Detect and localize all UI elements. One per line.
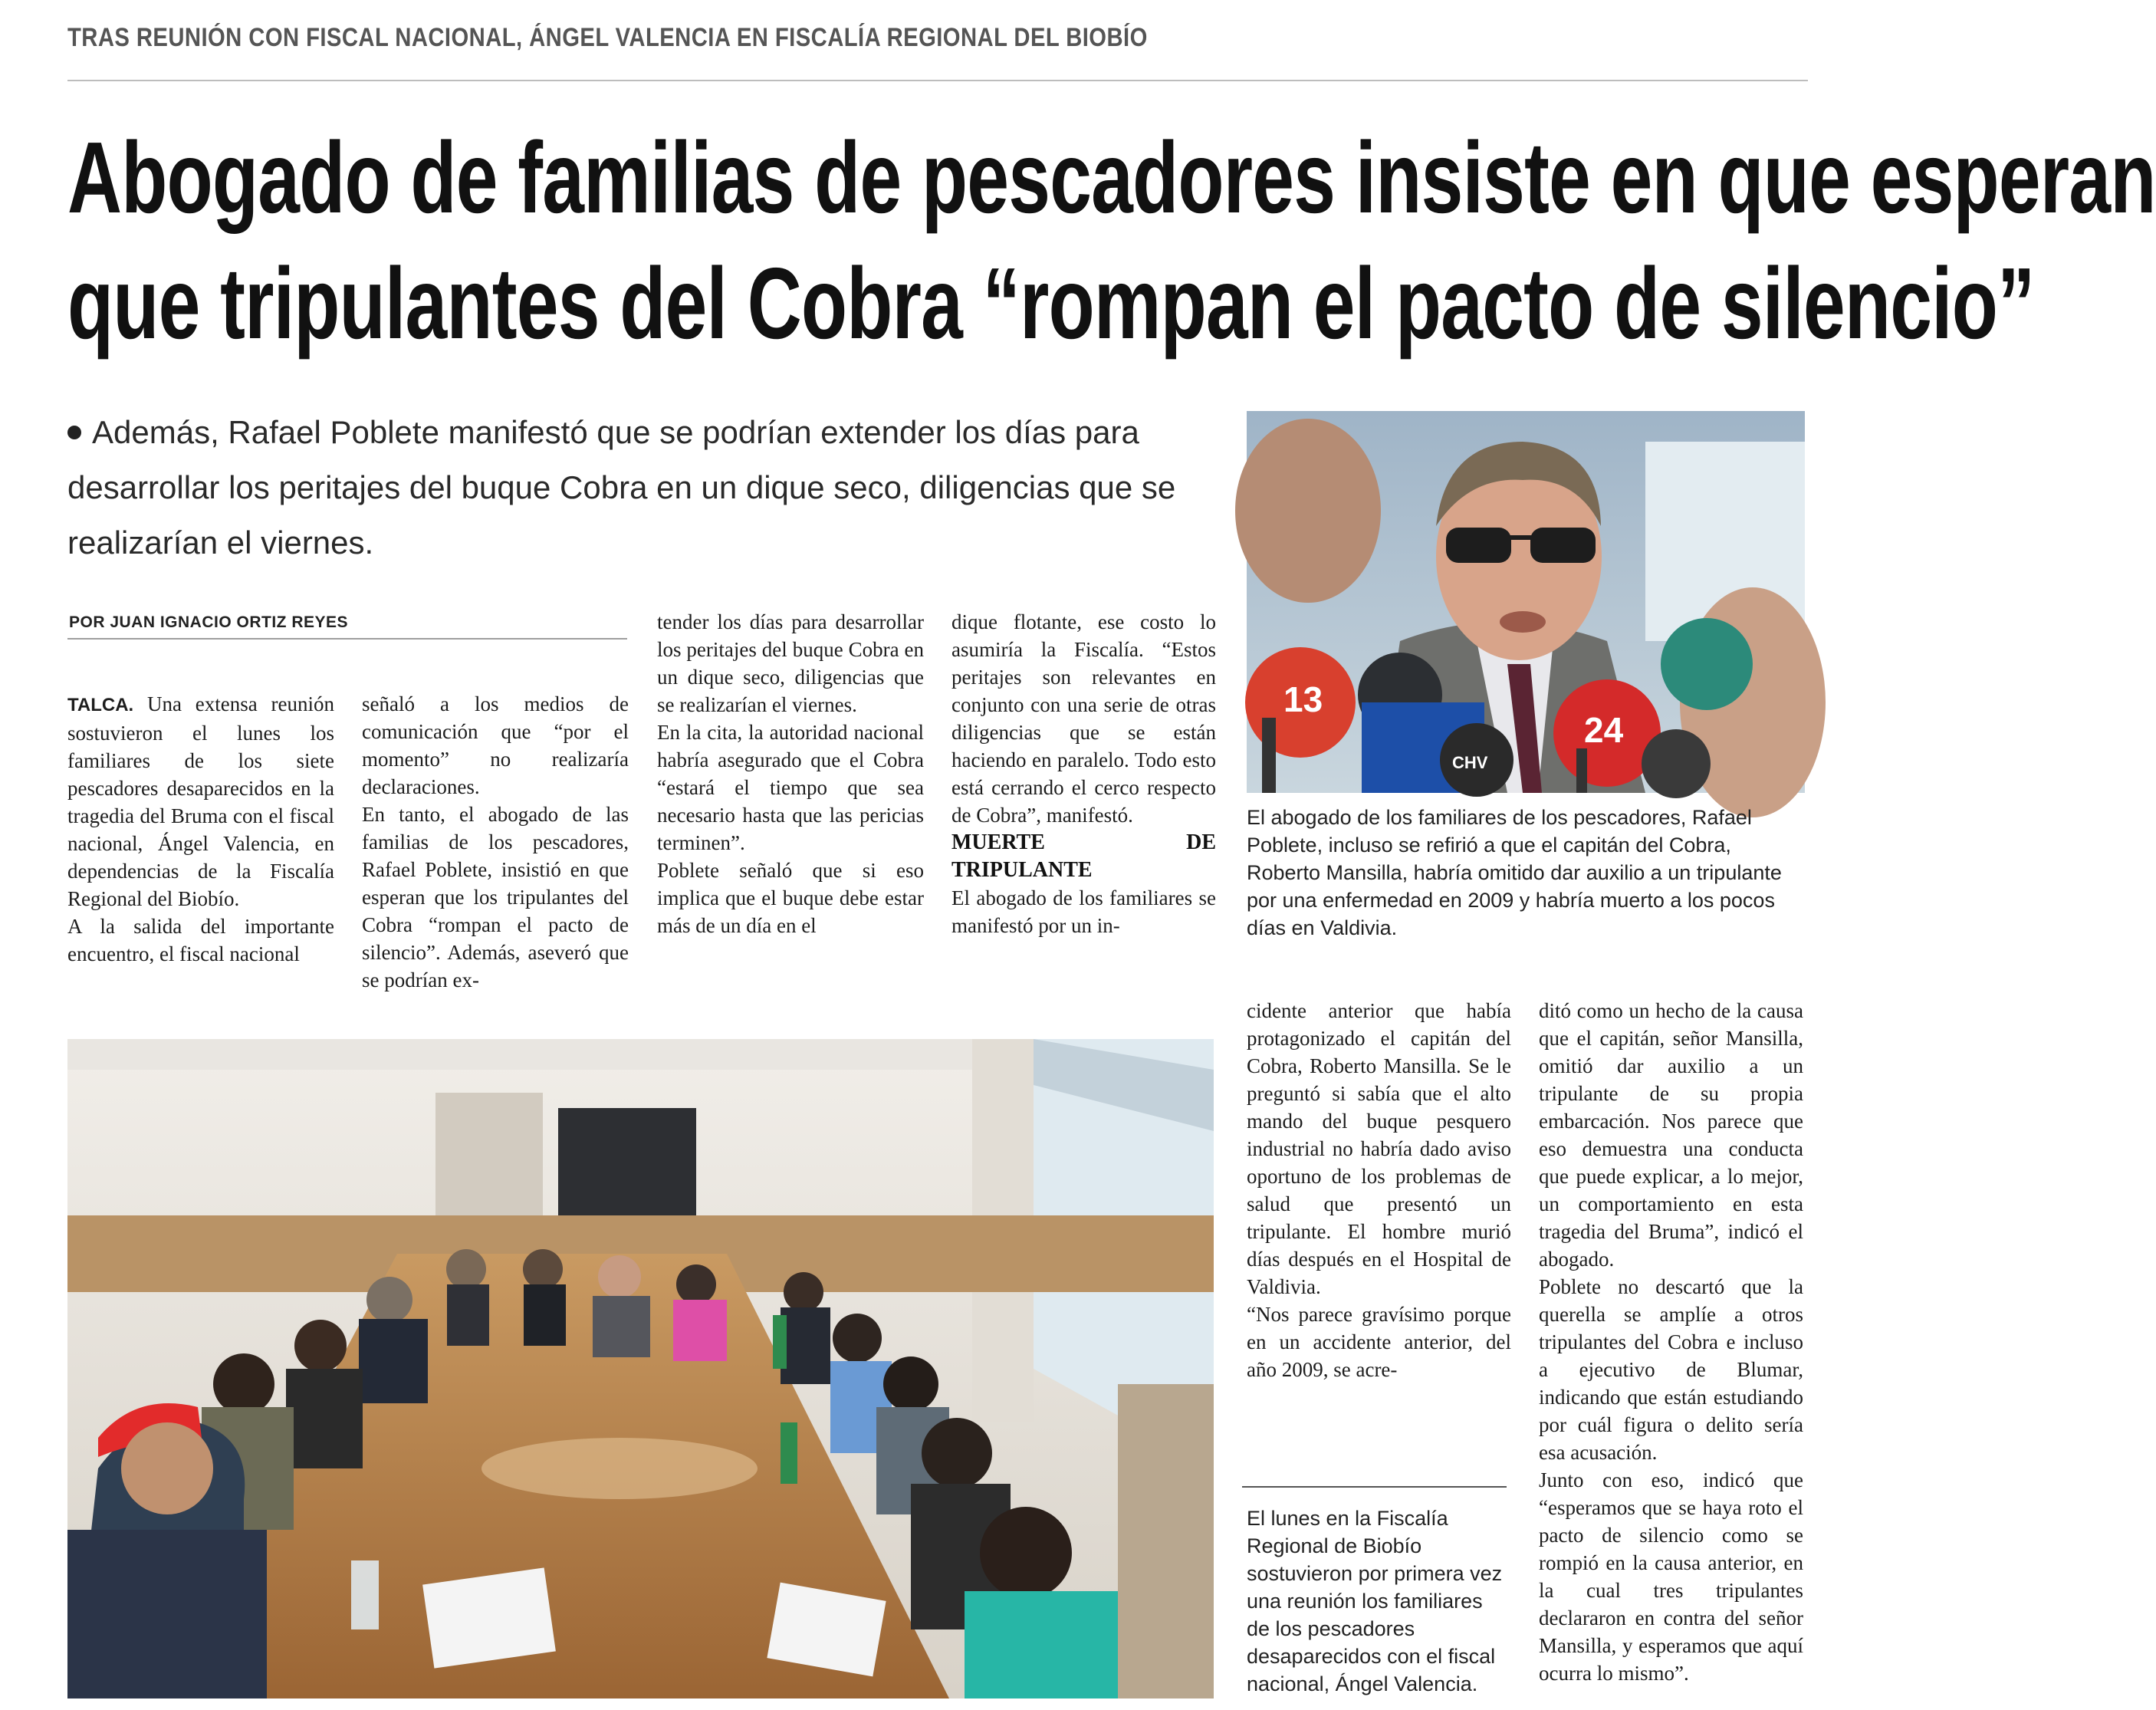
- col6-paragraph-1: ditó como un hecho de la causa que el capitán, señor Mansilla, omitió dar auxilio a un tripulante de su propia embarcación. Nos parece que eso demuestra una conducta que puede explicar, a lo mejor, un comportamiento en esta tragedia del Bruma”, indicó el abogado.: [1539, 999, 1803, 1271]
- lead-text: Además, Rafael Poblete manifestó que se podrían extender los días para desarrollar los peritajes del buque Cobra en un dique seco, diligencias que se realizarían el viernes.: [67, 414, 1176, 561]
- kicker: TRAS REUNIÓN CON FISCAL NACIONAL, ÁNGEL VALENCIA EN FISCALÍA REGIONAL DEL BIOBÍO: [67, 23, 1148, 52]
- mic-label-13: 13: [1283, 679, 1323, 719]
- col5-paragraph-2: “Nos parece gravísimo porque en un accidente anterior, del año 2009, se acre-: [1247, 1303, 1511, 1381]
- top-divider: [67, 80, 1808, 81]
- byline-divider: [67, 638, 627, 640]
- lawyer-photo: [1247, 411, 1805, 793]
- headline-line-1: Abogado de familias de pescadores insiste en que esperan: [67, 121, 2156, 234]
- body-column-4: [951, 608, 1216, 939]
- meeting-photo: [67, 1039, 1214, 1698]
- col3-paragraph-3: Poblete señaló que si eso implica que el buque debe estar más de un día en el: [657, 859, 924, 937]
- byline: POR JUAN IGNACIO ORTIZ REYES: [69, 613, 349, 631]
- headline-line-2: que tripulantes del Cobra “rompan el pacto de silencio”: [67, 247, 2035, 360]
- col5-paragraph-1: cidente anterior que había protagonizado el capitán del Cobra, Roberto Mansilla. Se le preguntó si sabía que el alto mando del buque pesquero industrial no habría dado aviso oportuno de los problemas de salud que presentó un tripulante. El hombre murió días después en el Hospital de Valdivia.: [1247, 999, 1511, 1298]
- col2-paragraph-1: señaló a los medios de comunicación que “por el momento” no realizaría declaraciones.: [362, 692, 629, 798]
- photo-caption-top: El abogado de los familiares de los pescadores, Rafael Poblete, incluso se refirió a que el capitán del Cobra, Roberto Mansilla, habría omitido dar auxilio a un tripulante por una enfermedad en 2009 y habría muerto a los pocos días en Valdivia.: [1247, 806, 1782, 939]
- body-column-1: [67, 690, 334, 968]
- headline: [67, 115, 2156, 367]
- mic-label-24: 24: [1584, 710, 1624, 750]
- col1-paragraph-1: Una extensa reunión sostuvieron el lunes los familiares de los siete pescadores desaparecidos en la tragedia del Bruma con el fiscal nacional, Ángel Valencia, en dependencias de la Fiscalía Regional del Biobío.: [67, 692, 335, 910]
- bullet-icon: [67, 426, 81, 439]
- photo-caption-bottom: El lunes en la Fiscalía Regional de Biobío sostuvieron por primera vez una reunión los familiares de los pescadores desaparecidos con el fiscal nacional, Ángel Valencia.: [1247, 1507, 1503, 1695]
- body-column-2: [362, 690, 629, 994]
- col4-paragraph-1: dique flotante, ese costo lo asumiría la Fiscalía. “Estos peritajes son relevantes en conjunto con una serie de otras diligencias que se están haciendo en paralelo. Todo esto está cerrando el cerco respecto de Cobra”, manifestó.: [951, 610, 1216, 827]
- col6-paragraph-2: Poblete no descartó que la querella se amplíe a otros tripulantes del Cobra e incluso a ejecutivo de Blumar, indicando que están estudiando por cuál figura o delito sería esa acusación.: [1539, 1275, 1803, 1464]
- caption-divider: [1242, 1486, 1507, 1488]
- col6-paragraph-3: Junto con eso, indicó que “esperamos que se haya roto el pacto de silencio como se rompió en la causa anterior, en la cual tres tripulantes declararon en contra del señor Mansilla, y esperamos que aquí ocurra lo mismo”.: [1539, 1468, 1803, 1685]
- body-column-5: [1247, 997, 1511, 1383]
- dateline: TALCA.: [67, 695, 134, 715]
- col3-paragraph-2: En la cita, la autoridad nacional habría asegurado que el Cobra “estará el tiempo que sea necesario hasta que las pericias terminen”.: [657, 721, 924, 854]
- col3-paragraph-1: tender los días para desarrollar los peritajes del buque Cobra en un dique seco, diligencias que se realizarían el viernes.: [657, 610, 924, 716]
- col1-paragraph-2: A la salida del importante encuentro, el fiscal nacional: [67, 915, 334, 965]
- col4-paragraph-2: El abogado de los familiares se manifestó por un in-: [951, 886, 1216, 937]
- mic-label-chv: CHV: [1452, 753, 1488, 772]
- body-column-6: [1539, 997, 1803, 1687]
- col2-paragraph-2: En tanto, el abogado de las familias de los pescadores, Rafael Poblete, insistió en que esperan que los tripulantes del Cobra “rompan el pacto de silencio”. Además, aseveró que se podrían ex-: [362, 803, 629, 991]
- subhead: MUERTE DE TRIPULANTE: [951, 830, 1216, 882]
- body-column-3: [657, 608, 924, 939]
- lead-paragraph: [67, 405, 1202, 571]
